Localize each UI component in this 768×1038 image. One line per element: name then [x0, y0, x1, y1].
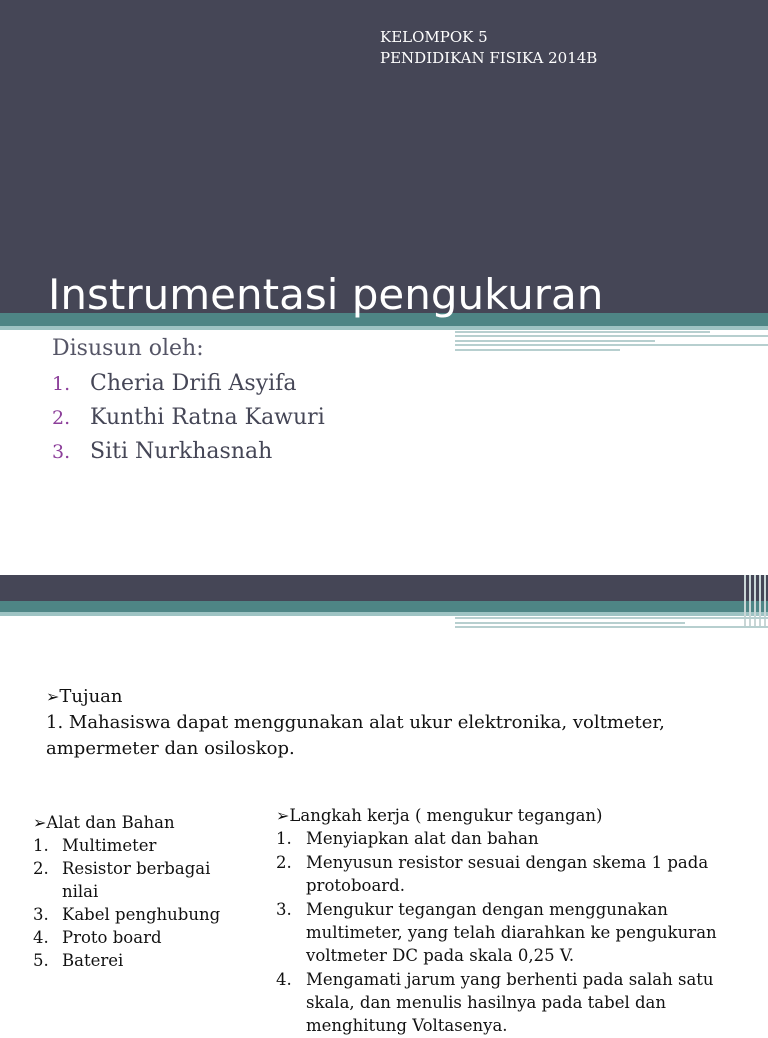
tujuan-text: 1. Mahasiswa dapat menggunakan alat ukur elektronika, voltmeter, ampermeter dan osiloskop. — [46, 712, 665, 759]
alat-item — [33, 949, 248, 972]
alat-item-number: 4. — [33, 928, 49, 947]
authors-subtitle: Disusun oleh: — [52, 336, 204, 361]
author-name: Cheria Drifi Asyifa — [90, 371, 297, 396]
alat-item-number: 5. — [33, 951, 49, 970]
tujuan-heading-row — [46, 684, 746, 710]
author-name: Siti Nurkhasnah — [90, 439, 273, 464]
langkah-item-text: Menyusun resistor sesuai dengan skema 1 pada protoboard. — [306, 853, 709, 895]
content-teal-band — [0, 601, 768, 612]
author-name: Kunthi Ratna Kawuri — [90, 405, 325, 430]
decorative-stripes — [455, 330, 768, 356]
langkah-item-number: 3. — [276, 900, 292, 919]
tujuan-section — [46, 684, 746, 762]
langkah-item — [276, 968, 746, 1037]
alat-item-text: Proto board — [62, 928, 162, 947]
langkah-item-number: 2. — [276, 853, 292, 872]
alat-item-text: Multimeter — [62, 836, 157, 855]
alat-item-text: Resistor berbagai nilai — [62, 859, 211, 901]
langkah-list — [276, 827, 746, 1037]
alat-item-number: 3. — [33, 905, 49, 924]
authors-list — [52, 367, 325, 469]
content-slide-dark-band — [0, 575, 768, 601]
langkah-item-text: Mengamati jarum yang berhenti pada salah satu skala, dan menulis hasilnya pada tabel dan menghitung Voltasenya. — [306, 970, 714, 1035]
group-label: KELOMPOK 5 — [380, 28, 488, 46]
alat-list — [33, 834, 248, 972]
author-item — [52, 435, 325, 469]
langkah-item — [276, 898, 746, 967]
alat-item-number: 1. — [33, 836, 49, 855]
langkah-item-text: Mengukur tegangan dengan menggunakan multimeter, yang telah diarahkan ke pengukuran voltmeter DC pada skala 0,25 V. — [306, 900, 717, 965]
author-item — [52, 367, 325, 401]
arrow-bullet-icon: ➢ — [46, 687, 60, 706]
arrow-bullet-icon: ➢ — [276, 806, 290, 825]
author-item — [52, 401, 325, 435]
tujuan-heading: Tujuan — [59, 686, 123, 707]
langkah-item-number: 1. — [276, 829, 292, 848]
langkah-item — [276, 851, 746, 897]
alat-item — [33, 926, 248, 949]
group-header — [380, 27, 597, 69]
arrow-bullet-icon: ➢ — [33, 813, 47, 832]
alat-item-number: 2. — [33, 859, 49, 878]
authors-block — [52, 333, 325, 469]
alat-item — [33, 903, 248, 926]
alat-item-text: Baterei — [62, 951, 124, 970]
author-number: 3. — [52, 441, 71, 463]
alat-section — [33, 811, 248, 972]
author-number: 1. — [52, 373, 71, 395]
content-decorative-stripes — [455, 616, 768, 630]
program-label: PENDIDIKAN FISIKA 2014B — [380, 49, 598, 67]
alat-item — [33, 834, 248, 857]
author-number: 2. — [52, 407, 71, 429]
langkah-item-text: Menyiapkan alat dan bahan — [306, 829, 539, 848]
langkah-item-number: 4. — [276, 970, 292, 989]
alat-item-text: Kabel penghubung — [62, 905, 221, 924]
langkah-item — [276, 827, 746, 850]
langkah-section — [276, 804, 746, 1038]
alat-heading: Alat dan Bahan — [46, 813, 175, 832]
alat-item — [33, 857, 248, 903]
langkah-heading: Langkah kerja ( mengukur tegangan) — [289, 806, 603, 825]
langkah-heading-row — [276, 804, 746, 827]
slide-title: Instrumentasi pengukuran — [48, 270, 604, 319]
alat-heading-row — [33, 811, 248, 834]
